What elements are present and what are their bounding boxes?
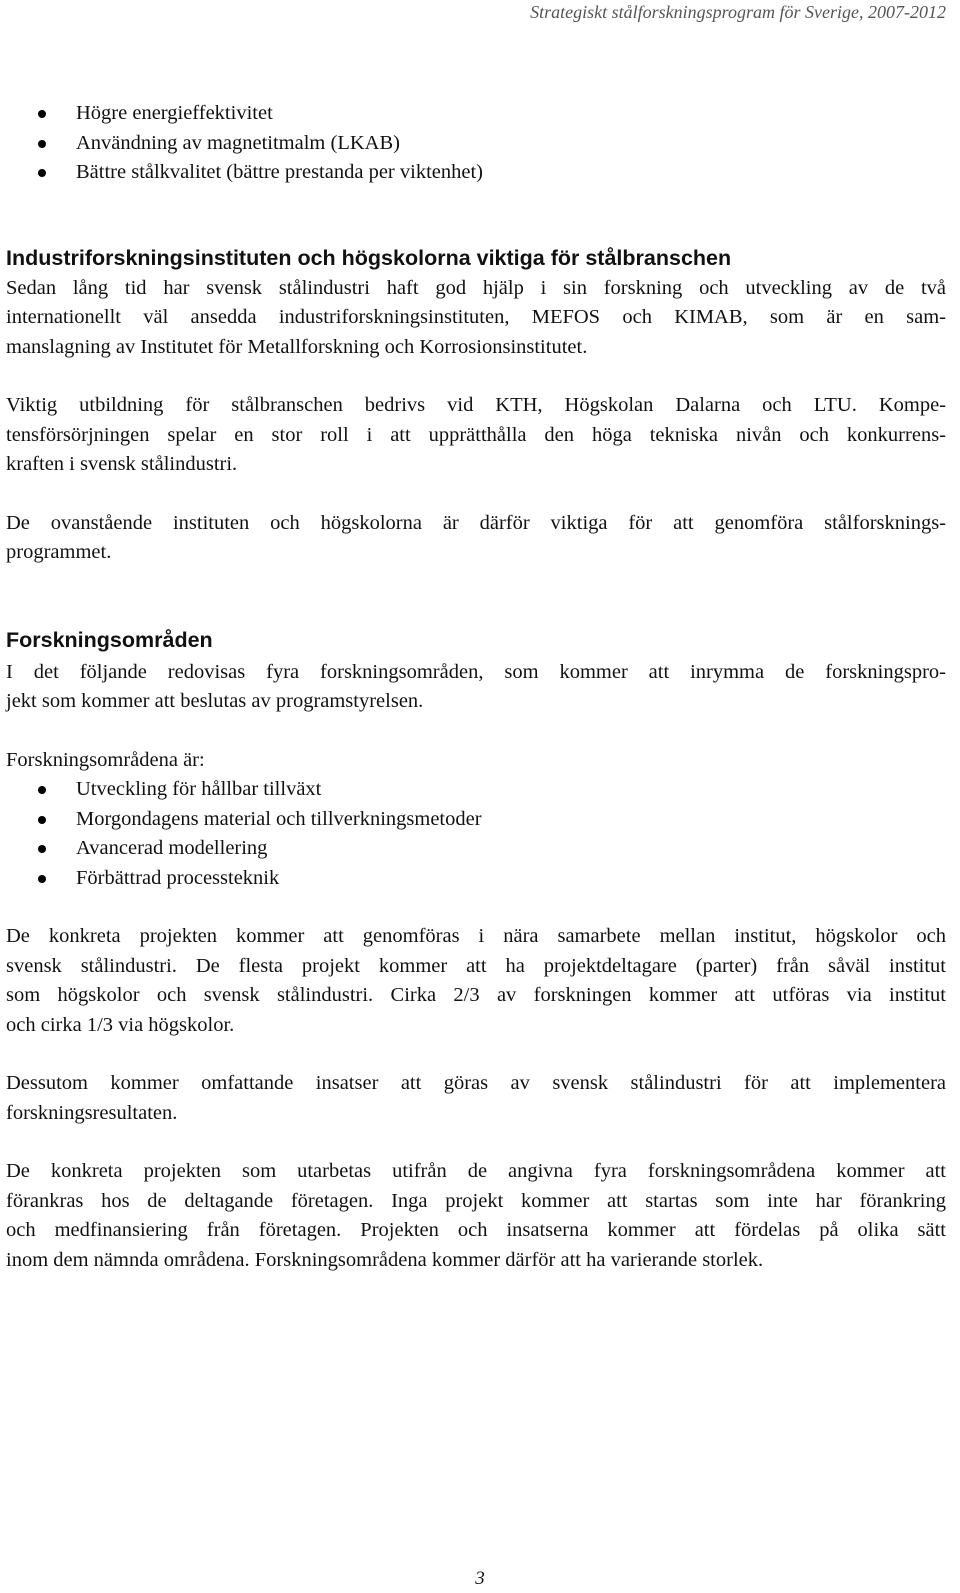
paragraph-institutes: Sedan lång tid har svensk stålindustri haft god hjälp i sin forskning och utveckling av de två internationellt väl ansedda industriforskningsinstituten, MEFOS och KIMAB, som är en sam- manslagning av Institutet för Metallforskning och Korrosionsinstitutet. [6, 276, 946, 358]
paragraph-conclusion: De ovanstående instituten och högskolorna är därför viktiga för att genomföra stålforsknings- programmet. [6, 511, 946, 563]
list-item: Högre energieffektivitet [6, 99, 946, 129]
bullet-icon [38, 169, 46, 177]
paragraph-implementation: Dessutom kommer omfattande insatser att göras av svensk stålindustri för att implementera forskningsresultaten. [6, 1072, 946, 1124]
paragraph-education: Viktig utbildning för stålbranschen bedrivs vid KTH, Högskolan Dalarna och LTU. Kompe- tensförsörjningen spelar en stor roll i att upprätthålla den höga tekniska nivån och konkurrens- kraften i svensk stålindustri. [6, 394, 946, 475]
list-item: Morgondagens material och tillverkningsmetoder [6, 805, 946, 835]
bullet-icon [38, 875, 46, 883]
research-areas-list [6, 775, 946, 893]
bullet-icon [38, 110, 46, 118]
paragraph-research-intro: I det följande redovisas fyra forskningsområden, som kommer att inrymma de forskningspro- jekt som kommer att beslutas av programstyrelsen. [6, 660, 946, 712]
section-heading-institutes: Industriforskningsinstituten och högskolorna viktiga för stålbranschen [6, 245, 732, 270]
section-heading-research-areas: Forskningsområden [6, 627, 213, 652]
paragraph-anchoring: De konkreta projekten som utarbetas utifrån de angivna fyra forskningsområdena kommer att förankras hos de deltagande företagen. Inga projekt kommer att startas som inte har förankring och medfinansiering från företagen. Projekten och insatserna kommer att fördelas på olika sätt inom dem nämnda områdena. Forskningsområdena kommer därför att ha varierande storlek. [6, 1160, 946, 1271]
page-body [6, 99, 946, 1275]
page-number: 3 [475, 1568, 485, 1589]
bullet-icon [38, 816, 46, 824]
list-item: Användning av magnetitmalm (LKAB) [6, 129, 946, 159]
research-areas-label: Forskningsområdena är: [6, 748, 205, 771]
top-bullet-list [6, 99, 946, 188]
bullet-icon [38, 845, 46, 853]
list-item: Bättre stålkvalitet (bättre prestanda per viktenhet) [6, 158, 946, 188]
bullet-icon [38, 140, 46, 148]
list-item: Avancerad modellering [6, 834, 946, 864]
list-item: Förbättrad processteknik [6, 864, 946, 894]
paragraph-collaboration: De konkreta projekten kommer att genomföras i nära samarbete mellan institut, högskolor och svensk stålindustri. De flesta projekt kommer att ha projektdeltagare (parter) från såväl institut som högskolor och svensk stålindustri. Cirka 2/3 av forskningen kommer att utföras via institut och cirka 1/3 via högskolor. [6, 925, 946, 1036]
bullet-icon [38, 786, 46, 794]
running-header: Strategiskt stålforskningsprogram för Sverige, 2007-2012 [530, 2, 946, 22]
list-item: Utveckling för hållbar tillväxt [6, 775, 946, 805]
